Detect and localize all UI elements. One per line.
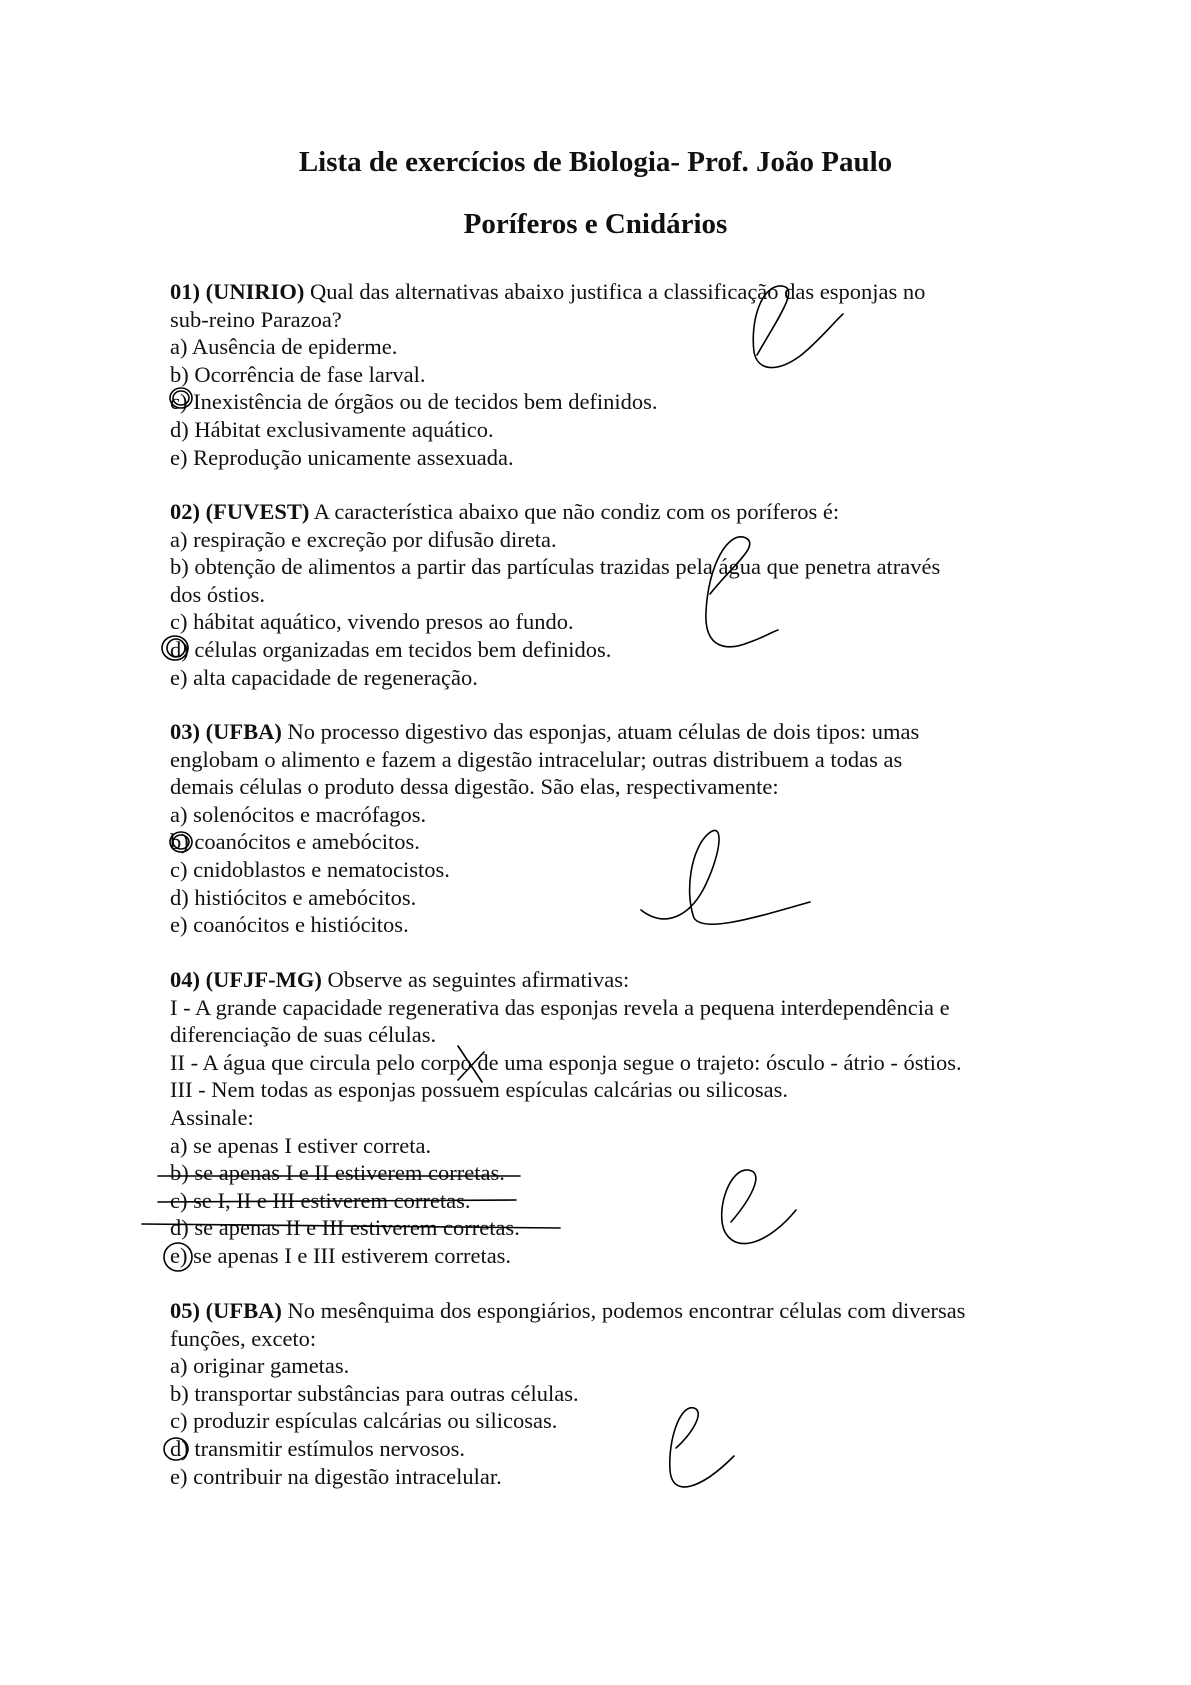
question-02 [170,498,1050,691]
option-b: b) se apenas I e II estiverem corretas. [170,1160,505,1186]
option-d: d) células organizadas em tecidos bem definidos. [170,636,612,662]
option-c: c) produzir espículas calcárias ou silicosas. [170,1408,558,1434]
question-stem [170,498,1050,526]
stem-line: No mesênquima dos espongiários, podemos encontrar células com diversas [281,1298,966,1323]
statement-i: I - A grande capacidade regenerativa das esponjas revela a pequena interdependência e [170,994,950,1020]
question-number: 03) (UFBA) [170,719,282,744]
option-c: c) se I, II e III estiverem corretas. [170,1187,471,1213]
question-number: 05) (UFBA) [170,1298,282,1323]
question-number: 04) (UFJF-MG) [170,967,322,992]
option-e: e) Reprodução unicamente assexuada. [170,444,514,470]
option-c: c) cnidoblastos e nematocistos. [170,856,450,882]
document-title: Lista de exercícios de Biologia- Prof. João Paulo [298,146,893,178]
option-a: a) solenócitos e macrófagos. [170,801,427,827]
option-e: e) contribuir na digestão intracelular. [170,1463,502,1489]
stem-line: No processo digestivo das esponjas, atuam células de dois tipos: umas [281,719,920,744]
question-stem [170,1297,1050,1325]
option-d: d) Hábitat exclusivamente aquático. [170,416,494,442]
question-03 [170,718,1050,939]
statement-ii: II - A água que circula pelo corpo de uma esponja segue o trajeto: ósculo - átrio - óstios. [170,1049,962,1075]
question-stem [170,718,1050,746]
option-a: a) se apenas I estiver correta. [170,1132,432,1158]
option-d: d) se apenas II e III estiverem corretas. [170,1215,520,1241]
option-b: b) transportar substâncias para outras células. [170,1380,579,1406]
stem-line: englobam o alimento e fazem a digestão intracelular; outras distribuem a todas as [170,746,903,772]
stem-line: funções, exceto: [170,1325,317,1351]
question-01 [170,278,1050,471]
question-number: 02) (FUVEST) [170,499,310,524]
option-a: a) Ausência de epiderme. [170,334,398,360]
option-d: d) transmitir estímulos nervosos. [170,1435,465,1461]
option-c: c) hábitat aquático, vivendo presos ao fundo. [170,609,574,635]
stem-line: Qual das alternativas abaixo justifica a classificação das esponjas no [304,279,926,304]
statement-i-continued: diferenciação de suas células. [170,1022,437,1048]
option-d: d) histiócitos e amebócitos. [170,884,417,910]
question-number: 01) (UNIRIO) [170,279,305,304]
stem-line: demais células o produto dessa digestão. São elas, respectivamente: [170,774,779,800]
option-c: c) Inexistência de órgãos ou de tecidos bem definidos. [170,389,658,415]
instruction: Assinale: [170,1104,254,1130]
option-b: b) Ocorrência de fase larval. [170,361,426,387]
question-stem [170,966,1050,994]
statement-iii: III - Nem todas as esponjas possuem espículas calcárias ou silicosas. [170,1077,788,1103]
option-b: b) coanócitos e amebócitos. [170,829,420,855]
stem-line: A característica abaixo que não condiz com os poríferos é: [309,499,840,524]
stem-line: Observe as seguintes afirmativas: [321,967,630,992]
option-a: a) originar gametas. [170,1353,350,1379]
option-b: b) obtenção de alimentos a partir das partículas trazidas pela água que penetra através [170,554,941,580]
option-b-continued: dos óstios. [170,581,266,607]
question-04 [170,966,1050,1270]
option-e: e) alta capacidade de regeneração. [170,664,478,690]
option-e: e) coanócitos e histiócitos. [170,912,409,938]
question-stem [170,278,1050,306]
stem-line: sub-reino Parazoa? [170,306,342,332]
document-subtitle: Poríferos e Cnidários [463,208,728,240]
question-05 [170,1297,1050,1490]
option-e: e) se apenas I e III estiverem corretas. [170,1242,512,1268]
option-a: a) respiração e excreção por difusão direta. [170,526,557,552]
